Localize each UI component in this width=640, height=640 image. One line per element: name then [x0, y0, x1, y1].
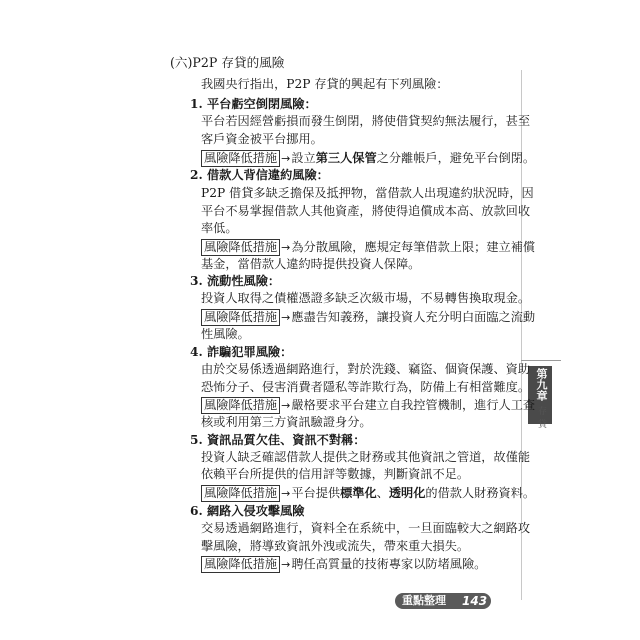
measure-emphasis: 透明化: [388, 486, 426, 500]
measure-continuation: 核或利用第三方資訊驗證身分。: [201, 415, 372, 429]
item-body-line: 由於交易係透過網路進行，對於洗錢、竊盜、個資保護、資助: [201, 362, 531, 376]
risk-measure: [201, 239, 535, 256]
arrow-icon: →: [281, 241, 291, 254]
item-title: 網路入侵攻擊風險: [206, 504, 305, 518]
footer-label: 重點整理: [402, 594, 446, 607]
measure-text: 設立: [291, 151, 316, 165]
chapter-tab-label: 第九章: [535, 368, 548, 401]
item-heading: [190, 432, 365, 448]
item-heading: [190, 167, 329, 183]
item-number: 2.: [190, 168, 203, 182]
measure-emphasis: 第三人保管: [315, 151, 377, 165]
risk-measure: [201, 556, 486, 573]
section-title: (六)P2P 存貸的風險: [170, 55, 285, 70]
risk-measure: [201, 485, 535, 502]
item-body-line: 交易透過網路進行，資料全在系統中，一旦面臨較大之網路攻: [201, 521, 531, 535]
arrow-icon: →: [281, 487, 291, 500]
risk-label-box: 風險降低措施: [201, 309, 280, 326]
risk-measure: [201, 309, 535, 326]
measure-text: 應盡告知義務，讓投資人充分明白面臨之流動: [291, 310, 536, 324]
item-body-line: 投資人取得之債權憑證多缺乏次級市場，不易轉售換取現金。: [201, 291, 531, 305]
item-body-line: 恐怖分子、侵害消費者隱私等詐欺行為，防備上有相當難度。: [201, 380, 531, 394]
page-number: 143: [462, 594, 488, 608]
item-heading: [190, 503, 304, 519]
risk-label-box: 風險降低措施: [201, 397, 280, 414]
risk-measure: [201, 150, 535, 167]
item-body-line: 率低。: [201, 221, 238, 235]
chapter-subtitle: 存貸: [536, 406, 546, 432]
measure-text: 嚴格要求平台建立自我控管機制，進行人工查: [291, 398, 536, 412]
item-body-line: 客戶資金被平台挪用。: [201, 132, 323, 146]
measure-emphasis: 標準化: [340, 486, 377, 500]
item-body-line: 平台不易掌握借款人其他資產，將使得追償成本高、放款回收: [201, 204, 531, 218]
arrow-icon: →: [281, 399, 291, 412]
item-heading: [190, 273, 280, 289]
item-heading: [190, 96, 317, 112]
risk-label-box: 風險降低措施: [201, 239, 280, 256]
item-number: 1.: [190, 97, 203, 111]
risk-measure: [201, 397, 535, 414]
item-body-line: 投資人缺乏確認借款人提供之財務或其他資訊之管道，故僅能: [201, 450, 531, 464]
item-body-line: 擊風險，將導致資訊外洩或流失，帶來重大損失。: [201, 539, 470, 553]
measure-continuation: 基金，當借款人違約時提供投資人保障。: [201, 257, 421, 271]
measure-continuation: 性風險。: [201, 327, 250, 341]
item-number: 3.: [190, 274, 203, 288]
measure-text: 之分離帳戶，避免平台倒閉。: [376, 151, 536, 165]
arrow-icon: →: [281, 558, 291, 571]
item-title: 借款人背信違約風險：: [206, 168, 329, 182]
measure-text: 平台提供: [291, 486, 341, 500]
item-heading: [190, 344, 292, 360]
arrow-icon: →: [281, 311, 291, 324]
item-number: 6.: [190, 504, 203, 518]
intro-text: 我國央行指出，P2P 存貸的興起有下列風險：: [201, 77, 449, 91]
risk-label-box: 風險降低措施: [201, 150, 280, 167]
measure-text: 為分散風險，應規定每筆借款上限；建立補償: [291, 240, 536, 254]
item-body-line: P2P 借貸多缺乏擔保及抵押物，當借款人出現違約狀況時，因: [201, 186, 534, 200]
item-number: 5.: [190, 433, 203, 447]
item-title: 平台虧空倒閉風險：: [206, 97, 317, 111]
measure-text: 聘任高質量的技術專家以防堵風險。: [291, 557, 487, 571]
item-body-line: 平台若因經營虧損而發生倒閉，將使借貸契約無法履行，甚至: [201, 114, 531, 128]
arrow-icon: →: [281, 152, 291, 165]
item-title: 流動性風險：: [206, 274, 281, 288]
item-title: 資訊品質欠佳、資訊不對稱：: [206, 433, 366, 447]
risk-label-box: 風險降低措施: [201, 556, 280, 573]
item-body-line: 依賴平台所提供的信用評等數據，判斷資訊不足。: [201, 467, 470, 481]
item-number: 4.: [190, 345, 203, 359]
risk-label-box: 風險降低措施: [201, 485, 280, 502]
item-title: 詐騙犯罪風險：: [206, 345, 293, 359]
measure-text: 、: [376, 486, 389, 500]
measure-text: 的借款人財務資料。: [425, 486, 536, 500]
